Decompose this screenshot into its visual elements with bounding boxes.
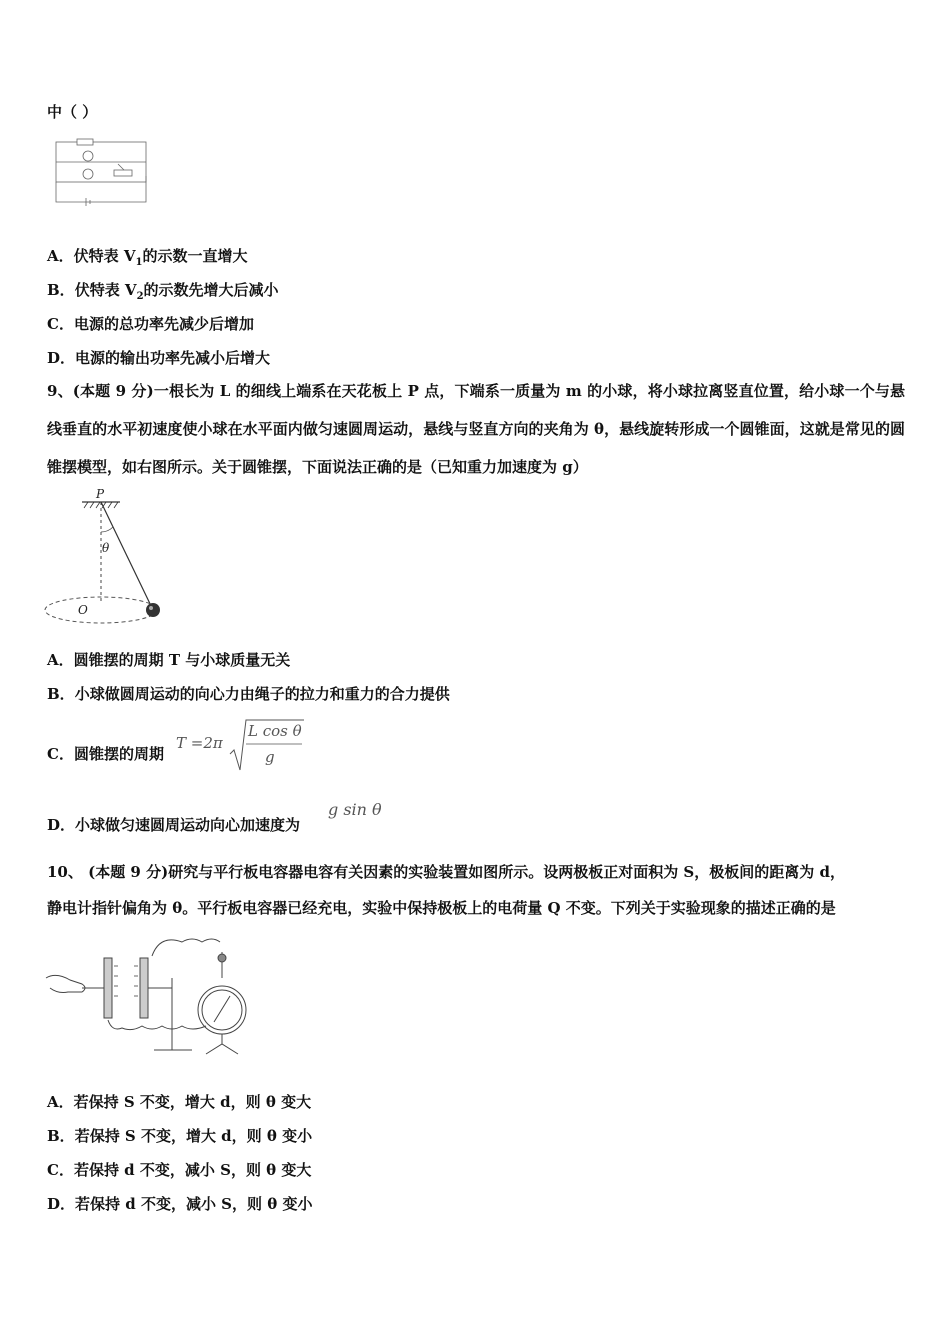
q9-acceleration-formula: g sin θ xyxy=(328,800,382,819)
q10-option-a[interactable]: A．若保持 S 不变，增大 d，则 θ 变大 xyxy=(47,1093,312,1111)
q10-capacitor-experiment-figure xyxy=(42,928,257,1064)
q9-period-numerator: L cos θ xyxy=(248,722,302,740)
q10-option-c[interactable]: C．若保持 d 不变，减小 S，则 θ 变大 xyxy=(47,1161,312,1179)
q9-option-a[interactable]: A．圆锥摆的周期 T 与小球质量无关 xyxy=(47,651,291,669)
q10-option-b[interactable]: B．若保持 S 不变，增大 d，则 θ 变小 xyxy=(47,1127,313,1145)
q9-period-denominator: g xyxy=(265,748,275,766)
label-o: O xyxy=(78,603,88,617)
q9-conical-pendulum-figure xyxy=(40,484,170,634)
q8-stem-tail: 中（ ） xyxy=(47,103,98,121)
q9-option-d[interactable]: D．小球做匀速圆周运动向心加速度为 xyxy=(47,816,301,834)
label-theta: θ xyxy=(102,541,110,555)
q8-option-d[interactable]: D．电源的输出功率先减小后增大 xyxy=(47,349,271,367)
q9-option-b[interactable]: B．小球做圆周运动的向心力由绳子的拉力和重力的合力提供 xyxy=(47,685,450,703)
q10-option-d[interactable]: D．若保持 d 不变，减小 S，则 θ 变小 xyxy=(47,1195,313,1213)
q8-option-c[interactable]: C．电源的总功率先减少后增加 xyxy=(47,315,254,333)
q8-circuit-diagram xyxy=(52,130,152,220)
q10-stem-line2: 静电计指针偏角为 θ。平行板电容器已经充电，实验中保持极板上的电荷量 Q 不变。下列关于实验现象的描述正确的是 xyxy=(47,899,836,917)
q9-option-c[interactable]: C．圆锥摆的周期 xyxy=(47,745,164,763)
q10-stem-line1: 10、 (本题 9 分)研究与平行板电容器电容有关因素的实验装置如图所示。设两极板正对面积为 S，极板间的距离为 d， xyxy=(47,863,845,881)
label-p: P xyxy=(96,487,105,501)
q8-option-a[interactable]: A．伏特表 $V_1$的示数一直增大 xyxy=(47,247,248,268)
q9-stem: 9、(本题 9 分)一根长为 L 的细线上端系在天花板上 P 点，下端系一质量为 m 的小球，将小球拉离竖直位置，给小球一个与悬线垂直的水平初速度使小球在水平面内做匀速圆周运动，悬线与竖直方向的夹角为 θ，悬线旋转形成一个圆锥面，这就是常见的圆锥摆模型，如右图所示。关于圆锥摆，下面说法正确的是（已知重力加速度为 g） xyxy=(47,382,906,476)
q8-option-b[interactable]: B．伏特表 $V_2$的示数先增大后减小 xyxy=(47,281,279,302)
q9-period-lhs: T =2π xyxy=(176,734,223,752)
